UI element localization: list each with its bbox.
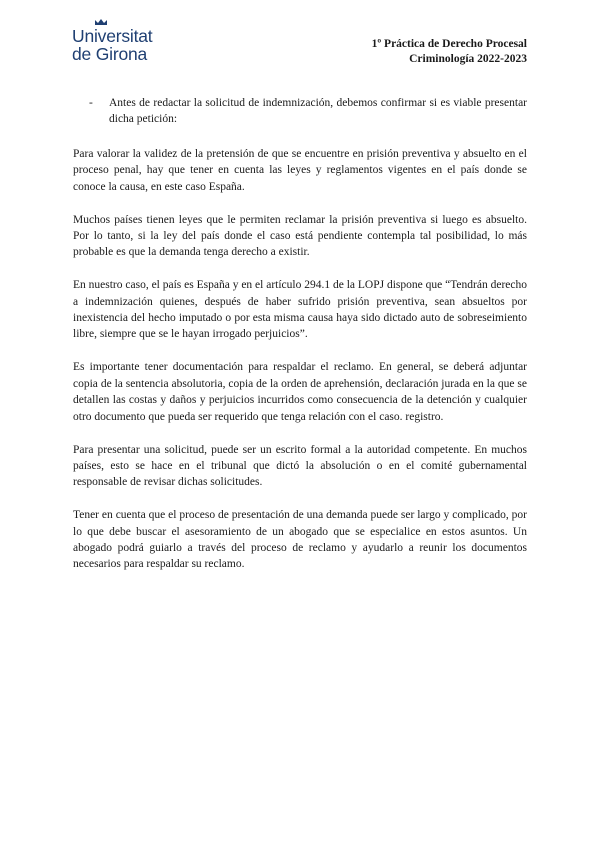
logo-line-2: de Girona xyxy=(72,44,148,64)
logo-wordmark xyxy=(72,27,152,63)
logo-line-1: Universitat xyxy=(72,26,153,46)
paragraph-5: Para presentar una solicitud, puede ser un escrito formal a la autoridad competente. En muchos países, esto se hace en el tribunal que dictó la absolución o en el comité gubernamental responsable de revisar dichas solicitudes. xyxy=(73,443,527,489)
paragraph-6: Tener en cuenta que el proceso de presentación de una demanda puede ser largo y complicado, por lo que debe buscar el asesoramiento de un abogado que se especialice en estos asuntos. Un abogado podrá guiarlo a través del proceso de reclamo y ayudarlo a reunir los documentos necesarios para respaldar su reclamo. xyxy=(73,509,527,571)
bullet-marker: - xyxy=(89,97,93,109)
paragraph-1: Para valorar la validez de la pretensión de que se encuentre en prisión preventiva y absuelto en el proceso penal, hay que tener en cuenta las leyes y reglamentos vigentes en el país donde se conoce la causa, en este caso España. xyxy=(73,147,527,193)
course-subtitle: Criminología 2022-2023 xyxy=(409,53,527,65)
document-header xyxy=(372,37,527,67)
paragraph-3: En nuestro caso, el país es España y en el artículo 294.1 de la LOPJ dispone que “Tendrán derecho a indemnización quienes, después de haber sufrido prisión preventiva, sean absueltos por inexistencia del hecho imputado o por esta misma causa haya sido dictado auto de sobreseimiento libre, siempre que se le hayan irrogado perjuicios”. xyxy=(73,279,527,341)
paragraph-2: Muchos países tienen leyes que le permiten reclamar la prisión preventiva si luego es absuelto. Por lo tanto, si la ley del país donde el caso está pendiente contempla tal posibilidad, lo más probable es que la demanda tenga derecho a existir. xyxy=(73,213,527,259)
university-logo xyxy=(72,18,182,68)
paragraph-4: Es importante tener documentación para respaldar el reclamo. En general, se deberá adjuntar copia de la sentencia absolutoria, copia de la orden de aprehensión, declaración jurada en la que se detallen las costas y daños y perjuicios incurridos como consecuencia de la detención y cualquier otro documento que pueda ser requerido que tenga relación con el caso. registro. xyxy=(73,361,527,423)
document-body xyxy=(73,95,527,589)
bullet-item xyxy=(73,95,527,128)
course-title: 1º Práctica de Derecho Procesal xyxy=(371,38,527,50)
logo-crown-icon xyxy=(94,18,108,26)
bullet-text: Antes de redactar la solicitud de indemnización, debemos confirmar si es viable presentar dicha petición: xyxy=(109,97,527,126)
